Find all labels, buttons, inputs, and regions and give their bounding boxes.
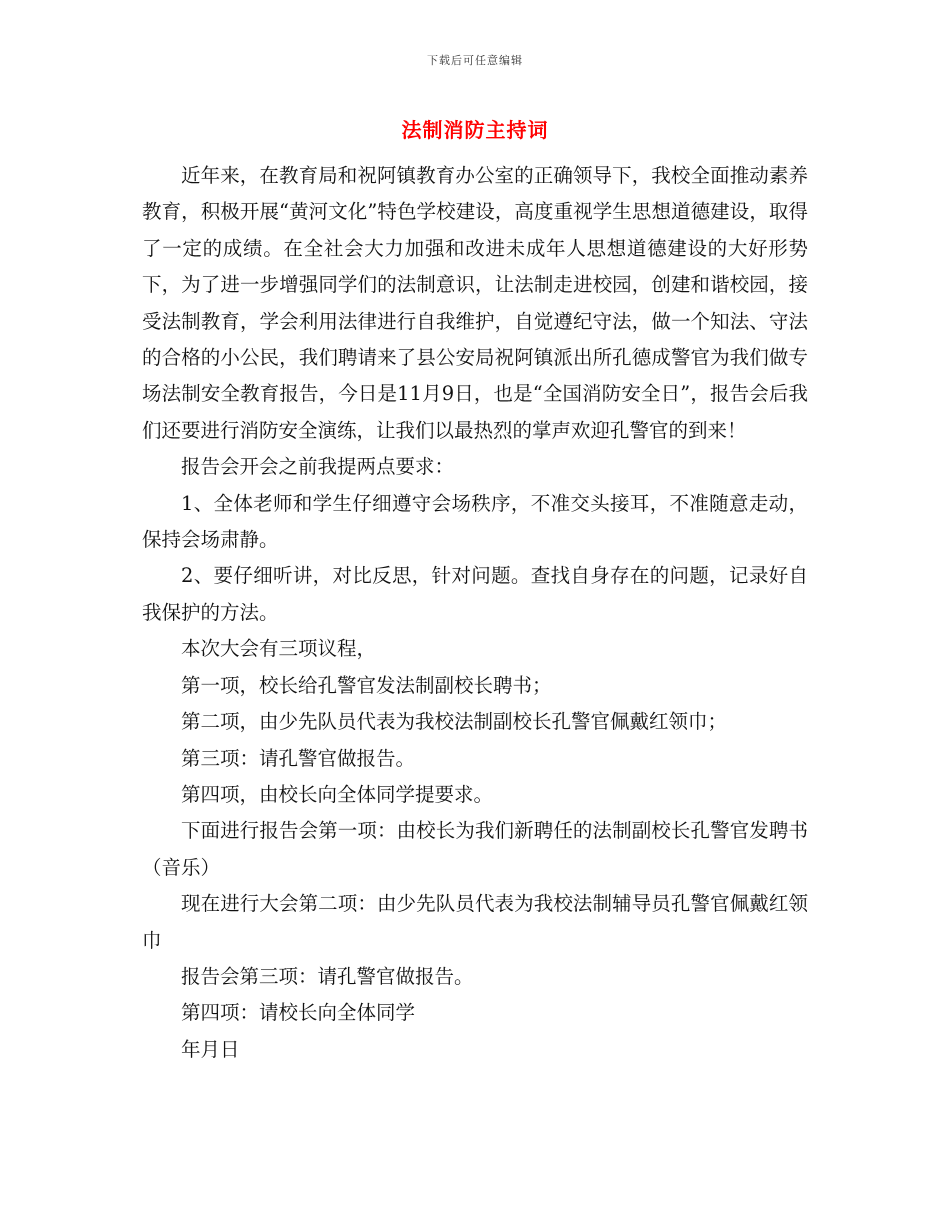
- document-title: 法制消防主持词: [401, 118, 549, 142]
- paragraph-step-3: 报告会第三项：请孔警官做报告。: [181, 964, 474, 988]
- paragraph-agenda-item-1: 第一项，校长给孔警官发法制副校长聘书；: [181, 673, 552, 697]
- paragraph-intro: 近年来，在教育局和祝阿镇教育办公室的正确领导下，我校全面推动素养教育，积极开展“黄河文化”特色学校建设，高度重视学生思想道德建设，取得了一定的成绩。在全社会大力加强和改进未成年人思想道德建设的大好形势下，为了进一步增强同学们的法制意识，让法制走进校园，创建和谐校园，接受法制教育，学会利用法律进行自我维护，自觉遵纪守法，做一个知法、守法的合格的小公民，我们聘请来了县公安局祝阿镇派出所孔德成警官为我们做专场法制安全教育报告，今日是11月9日，也是“全国消防安全日”，报告会后我们还要进行消防安全演练，让我们以最热烈的掌声欢迎孔警官的到来！: [142, 164, 808, 442]
- document-body: [142, 158, 808, 1068]
- paragraph-agenda-item-3: 第三项：请孔警官做报告。: [181, 746, 416, 770]
- header-note: 下载后可任意编辑: [427, 54, 523, 67]
- paragraph-requirements-intro: 报告会开会之前我提两点要求：: [181, 455, 455, 479]
- paragraph-agenda-item-2: 第二项，由少先队员代表为我校法制副校长孔警官佩戴红领巾；: [181, 710, 728, 734]
- paragraph-requirement-1: 1、全体老师和学生仔细遵守会场秩序，不准交头接耳，不准随意走动，保持会场肃静。: [142, 491, 808, 552]
- paragraph-agenda-item-4: 第四项，由校长向全体同学提要求。: [181, 782, 494, 806]
- paragraph-date: 年月日: [181, 1037, 240, 1061]
- paragraph-requirement-2: 2、要仔细听讲，对比反思，针对问题。查找自身存在的问题，记录好自我保护的方法。: [142, 564, 808, 624]
- paragraph-step-2: 现在进行大会第二项：由少先队员代表为我校法制辅导员孔警官佩戴红领巾: [142, 892, 808, 952]
- paragraph-step-1: 下面进行报告会第一项：由校长为我们新聘任的法制副校长孔警官发聘书（音乐）: [142, 819, 808, 879]
- paragraph-step-4: 第四项：请校长向全体同学: [181, 1001, 416, 1025]
- paragraph-agenda-intro: 本次大会有三项议程，: [181, 637, 377, 661]
